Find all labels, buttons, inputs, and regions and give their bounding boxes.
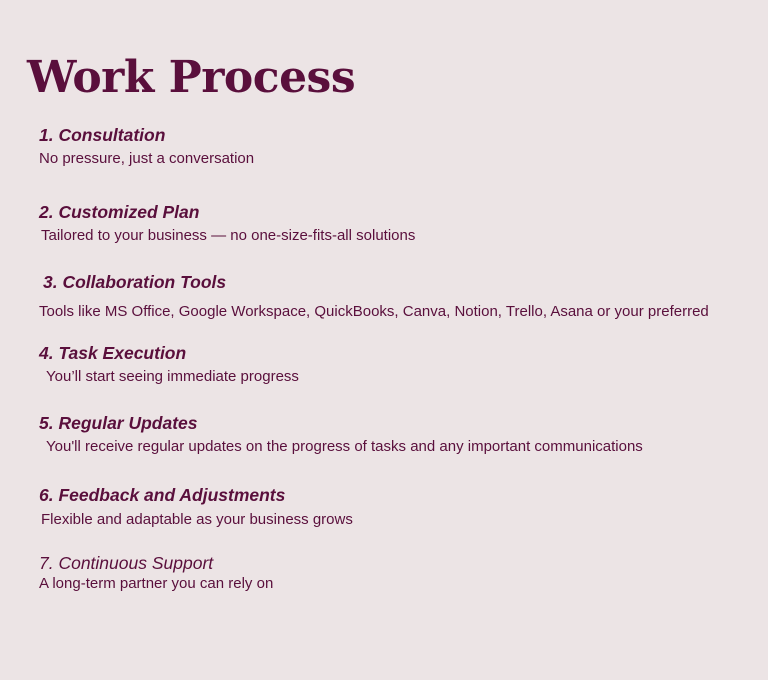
step-3-description: Tools like MS Office, Google Workspace, QuickBooks, Canva, Notion, Trello, Asana or your preferred bbox=[39, 303, 709, 320]
step-4-description: You’ll start seeing immediate progress bbox=[46, 368, 299, 385]
step-1-description: No pressure, just a conversation bbox=[39, 150, 255, 167]
step-2-title: 2. Customized Plan bbox=[39, 202, 200, 222]
step-7-title: 7. Continuous Support bbox=[39, 553, 214, 573]
step-1-title: 1. Consultation bbox=[39, 125, 166, 145]
step-6-description: Flexible and adaptable as your business grows bbox=[41, 511, 353, 528]
page-title: Work Process bbox=[27, 52, 356, 103]
step-5-description: You'll receive regular updates on the progress of tasks and any important communications bbox=[46, 438, 643, 455]
step-4-title: 4. Task Execution bbox=[39, 343, 187, 363]
step-2-description: Tailored to your business — no one-size-fits-all solutions bbox=[41, 227, 416, 244]
step-6-title: 6. Feedback and Adjustments bbox=[39, 485, 286, 505]
step-5-title: 5. Regular Updates bbox=[39, 413, 198, 433]
step-3-title: 3. Collaboration Tools bbox=[43, 272, 227, 292]
step-7-description: A long-term partner you can rely on bbox=[39, 575, 274, 592]
